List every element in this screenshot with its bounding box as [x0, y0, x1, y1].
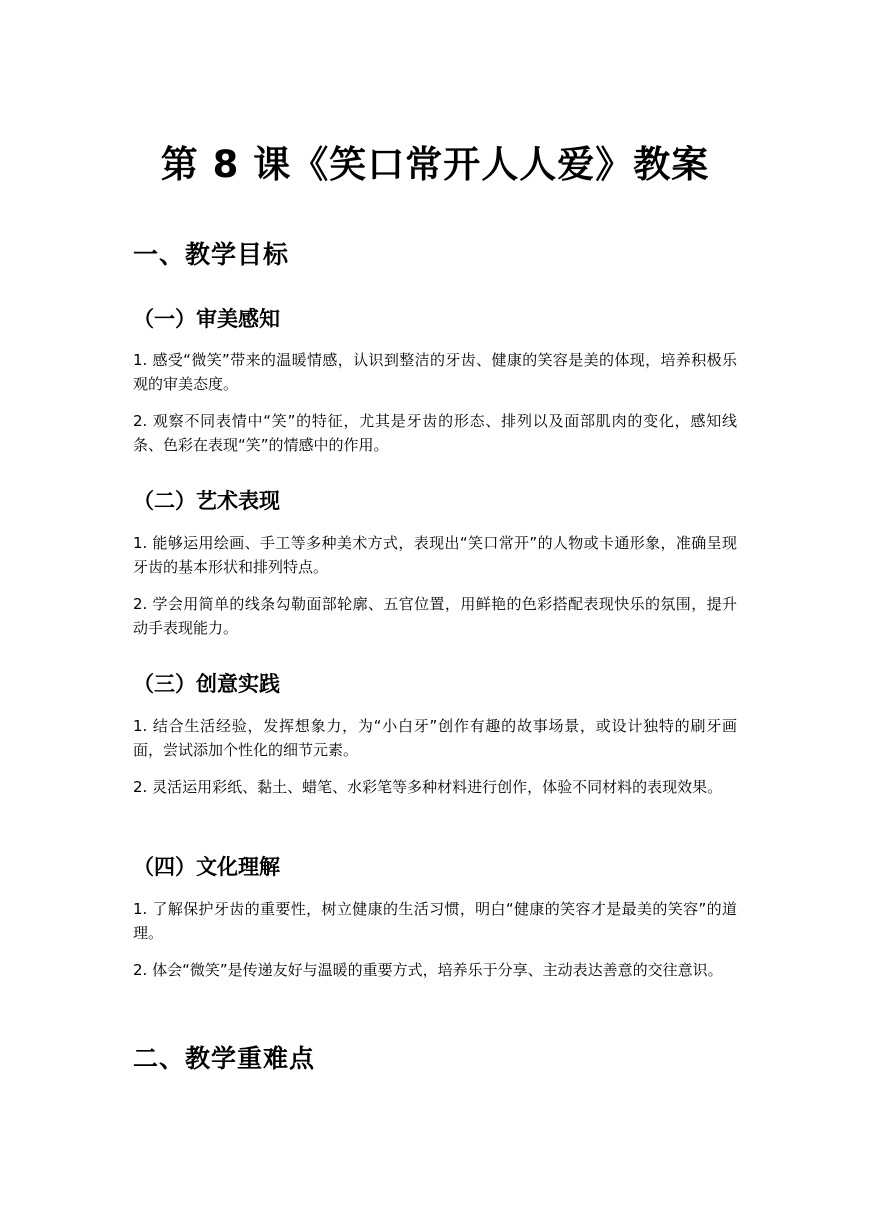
section-heading-key-difficulties: 二、教学重难点: [133, 1044, 316, 1073]
paragraph-artistic-1: 1. 能够运用绘画、手工等多种美术方式，表现出“笑口常开”的人物或卡通形象，准确呈现牙齿的基本形状和排列特点。: [133, 534, 737, 576]
subsection-heading-creative-practice: （三）创意实践: [133, 672, 280, 696]
paragraph-artistic-2: 2. 学会用简单的线条勾勒面部轮廓、五官位置，用鲜艳的色彩搭配表现快乐的氛围，提升动手表现能力。: [133, 595, 737, 637]
paragraph-cultural-2: 2. 体会“微笑”是传递友好与温暖的重要方式，培养乐于分享、主动表达善意的交往意识。: [133, 961, 723, 979]
subsection-heading-cultural-understanding: （四）文化理解: [133, 855, 280, 879]
paragraph-creative-2: 2. 灵活运用彩纸、黏土、蜡笔、水彩笔等多种材料进行创作，体验不同材料的表现效果。: [133, 778, 723, 796]
subsection-heading-aesthetic-perception: （一）审美感知: [133, 307, 280, 331]
paragraph-aesthetic-2: 2. 观察不同表情中“笑”的特征，尤其是牙齿的形态、排列以及面部肌肉的变化，感知线条、色彩在表现“笑”的情感中的作用。: [133, 412, 737, 454]
document-title: 第 8 课《笑口常开人人爱》教案: [160, 143, 710, 186]
subsection-heading-artistic-expression: （二）艺术表现: [133, 489, 280, 513]
paragraph-aesthetic-1: 1. 感受“微笑”带来的温暖情感，认识到整洁的牙齿、健康的笑容是美的体现，培养积极乐观的审美态度。: [133, 351, 737, 393]
paragraph-cultural-1: 1. 了解保护牙齿的重要性，树立健康的生活习惯，明白“健康的笑容才是最美的笑容”的道理。: [133, 900, 737, 942]
paragraph-creative-1: 1. 结合生活经验，发挥想象力，为“小白牙”创作有趣的故事场景，或设计独特的刷牙画面，尝试添加个性化的细节元素。: [133, 717, 737, 759]
section-heading-teaching-goals: 一、教学目标: [133, 240, 290, 269]
